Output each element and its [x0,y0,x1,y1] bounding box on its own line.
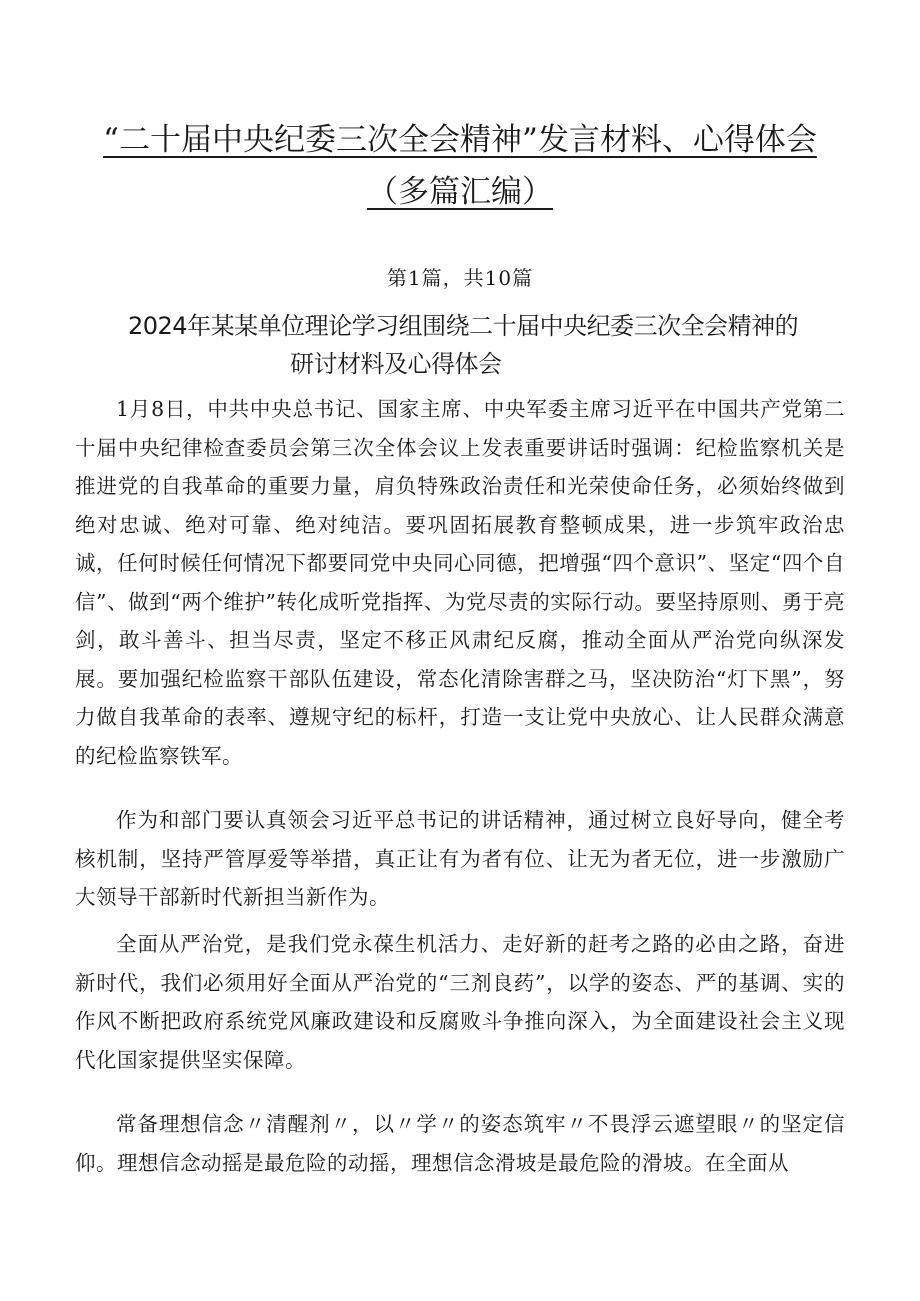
document-title-continued [60,166,860,218]
section-title-line-2: 研讨材料及心得体会 [290,350,502,378]
document-title-line-2: （多篇汇编） [367,174,553,210]
document-title [60,114,860,166]
document-title-line-1: “二十届中央纪委三次全会精神”发言材料、心得体会 [103,122,817,158]
body-paragraph-1: 1月8日，中共中央总书记、国家主席、中央军委主席习近平在中国共产党第二十届中央纪律检查委员会第三次全体会议上发表重要讲话时强调：纪检监察机关是推进党的自我革命的重要力量，肩负特殊政治责任和光荣使命任务，必须始终做到绝对忠诚、绝对可靠、绝对纯洁。要巩固拓展教育整顿成果，进一步筑牢政治忠诚，任何时候任何情况下都要同党中央同心同德，把增强“四个意识”、坚定“四个自信”、做到“两个维护”转化成听党指挥、为党尽责的实际行动。要坚持原则、勇于亮剑，敢斗善斗、担当尽责，坚定不移正风肃纪反腐，推动全面从严治党向纵深发展。要加强纪检监察干部队伍建设，常态化清除害群之马，坚决防治“灯下黑”，努力做自我革命的表率、遵规守纪的标杆，打造一支让党中央放心、让人民群众满意的纪检监察铁军。 [75,397,845,768]
part-label: 第1篇，共10篇 [386,266,534,290]
body-paragraph-4: 常备理想信念〃清醒剂〃，以〃学〃的姿态筑牢〃不畏浮云遮望眼〃的坚定信仰。理想信念动摇是最危险的动摇，理想信念滑坡是最危险的滑坡。在全面从 [75,1112,845,1175]
section-title-line-1: 2024年某某单位理论学习组围绕二十届中央纪委三次全会精神的 [128,312,799,340]
body-paragraph-3: 全面从严治党，是我们党永葆生机活力、走好新的赶考之路的必由之路，奋进新时代，我们必须用好全面从严治党的“三剂良药”，以学的姿态、严的基调、实的作风不断把政府系统党风廉政建设和反腐败斗争推向深入，为全面建设社会主义现代化国家提供坚实保障。 [75,932,845,1072]
body-paragraph-2: 作为和部门要认真领会习近平总书记的讲话精神，通过树立良好导向，健全考核机制，坚持严管厚爱等举措，真正让有为者有位、让无为者无位，进一步激励广大领导干部新时代新担当新作为。 [75,808,845,909]
